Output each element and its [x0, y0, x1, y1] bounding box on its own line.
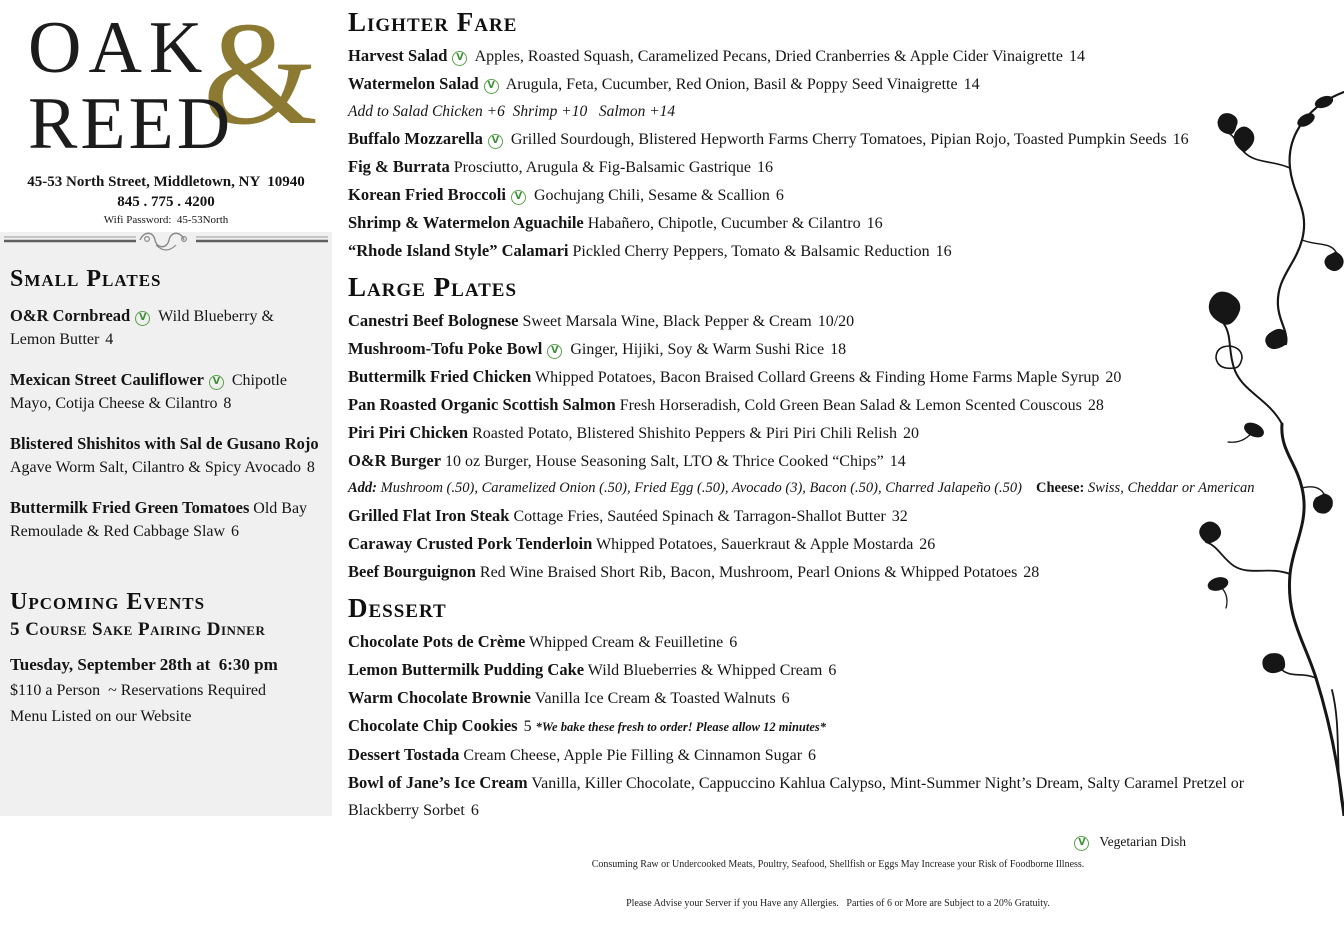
- dish-price: 18: [830, 341, 847, 358]
- dish-name: Mushroom-Tofu Poke Bowl: [348, 339, 543, 358]
- dish-price: 6: [729, 634, 738, 651]
- dish-name: Korean Fried Broccoli: [348, 185, 506, 204]
- menu-addons: [348, 475, 1333, 502]
- disclaimer: [528, 832, 1148, 936]
- dish-price: 20: [1105, 369, 1122, 386]
- main-menu: [332, 0, 1344, 909]
- menu-item: [348, 447, 1308, 475]
- dish-name: Grilled Flat Iron Steak: [348, 506, 510, 525]
- dish-name: Canestri Beef Bolognese: [348, 311, 519, 330]
- vegetarian-icon: V: [511, 190, 526, 205]
- dish-description: Agave Worm Salt, Cilantro & Spicy Avocado: [10, 459, 301, 476]
- footer: [348, 832, 1344, 936]
- vegetarian-icon: V: [484, 79, 499, 94]
- addons-text: Mushroom (.50), Caramelized Onion (.50), Fried Egg (.50), Avocado (3), Bacon (.50), Charred Jalapeño (.50): [380, 480, 1023, 496]
- dish-price: 8: [306, 459, 315, 476]
- logo-word-reed: REED: [28, 83, 234, 165]
- dish-name: O&R Cornbread: [10, 306, 131, 325]
- dish-price: 16: [1172, 131, 1189, 148]
- dish-price: 32: [891, 508, 908, 525]
- dish-description: Apples, Roasted Squash, Caramelized Pecans, Dried Cranberries & Apple Cider Vinaigrette: [474, 48, 1063, 65]
- dish-note: *We bake these fresh to order! Please allow 12 minutes*: [535, 720, 826, 734]
- address-line: 45-53 North Street, Middletown, NY 10940: [27, 174, 305, 190]
- dish-name: Caraway Crusted Pork Tenderloin: [348, 534, 593, 553]
- dish-name: Buffalo Mozzarella: [348, 129, 483, 148]
- dish-name: “Rhode Island Style” Calamari: [348, 241, 569, 260]
- restaurant-logo: [16, 0, 318, 170]
- menu-item: [348, 391, 1308, 419]
- dish-description: Arugula, Feta, Cucumber, Red Onion, Basil & Poppy Seed Vinaigrette: [505, 76, 958, 93]
- event-website-note: Menu Listed on our Website: [10, 708, 192, 725]
- menu-item: [348, 307, 1308, 335]
- menu-item: [348, 502, 1308, 530]
- dish-price: 8: [223, 395, 232, 412]
- menu-item: [348, 741, 1308, 769]
- dish-description: Ginger, Hijiki, Soy & Warm Sushi Rice: [570, 341, 825, 358]
- menu-item: [348, 181, 1308, 209]
- menu-item: [348, 684, 1308, 712]
- dish-price: 14: [963, 76, 980, 93]
- dish-price: 26: [919, 536, 936, 553]
- dish-price: 4: [105, 331, 114, 348]
- dish-description: Prosciutto, Arugula & Fig-Balsamic Gastrique: [453, 159, 752, 176]
- menu-item: [348, 419, 1308, 447]
- dish-name: Bowl of Jane’s Ice Cream: [348, 773, 528, 792]
- menu-item: [348, 42, 1308, 70]
- logo-word-oak: OAK: [28, 7, 210, 89]
- menu-note: Add to Salad Chicken +6 Shrimp +10 Salmon +14: [348, 103, 676, 120]
- dish-price: 6: [230, 523, 239, 540]
- phone-line: 845 . 775 . 4200: [117, 194, 215, 210]
- dish-description: Old Bay Remoulade & Red Cabbage Slaw: [10, 500, 308, 540]
- menu-item: [348, 363, 1308, 391]
- dish-price: 6: [808, 747, 817, 764]
- dish-name: Blistered Shishitos with Sal de Gusano Rojo: [10, 434, 319, 453]
- dish-description: Pickled Cherry Peppers, Tomato & Balsamic Reduction: [572, 243, 930, 260]
- vegetarian-icon: V: [1074, 836, 1089, 851]
- dish-name: Mexican Street Cauliflower: [10, 370, 204, 389]
- dish-price: 6: [470, 802, 479, 819]
- small-plates-title: Small Plates: [10, 266, 162, 292]
- vegetarian-icon: V: [452, 51, 467, 66]
- menu-item: [10, 304, 322, 351]
- dish-description: Chipotle Mayo, Cotija Cheese & Cilantro: [10, 372, 287, 412]
- events-title: Upcoming Events: [10, 589, 206, 615]
- section-title: Dessert: [348, 593, 447, 623]
- vegetarian-legend: [1069, 834, 1186, 851]
- dish-name: Beef Bourguignon: [348, 562, 476, 581]
- dish-name: Buttermilk Fried Green Tomatoes: [10, 498, 250, 517]
- menu-item: [10, 368, 322, 415]
- dish-price: 10/20: [817, 313, 855, 330]
- dish-description: Vanilla Ice Cream & Toasted Walnuts: [534, 690, 776, 707]
- dish-description: Vanilla, Killer Chocolate, Cappuccino Kahlua Calypso, Mint-Summer Night’s Dream, Salty Caramel Pretzel or Blackberry Sorbet: [348, 775, 1245, 819]
- menu-item: [348, 153, 1308, 181]
- event-details: $110 a Person ~ Reservations Required: [10, 682, 267, 699]
- vegetarian-icon: V: [135, 311, 150, 326]
- menu-item: [348, 125, 1308, 153]
- menu-section: [348, 271, 1344, 586]
- events-section: [10, 587, 322, 730]
- dish-price: 6: [828, 662, 837, 679]
- dish-price: 14: [889, 453, 906, 470]
- cheese-label: Cheese:: [1036, 480, 1085, 496]
- dish-description: Whipped Potatoes, Sauerkraut & Apple Mostarda: [596, 536, 914, 553]
- menu-section: [348, 592, 1344, 824]
- dish-price: 16: [757, 159, 774, 176]
- cheese-text: Swiss, Cheddar or American: [1087, 480, 1255, 496]
- dish-name: Dessert Tostada: [348, 745, 460, 764]
- dish-description: Sweet Marsala Wine, Black Pepper & Cream: [522, 313, 812, 330]
- dish-description: Red Wine Braised Short Rib, Bacon, Mushroom, Pearl Onions & Whipped Potatoes: [479, 564, 1018, 581]
- dish-price: 6: [781, 690, 790, 707]
- vegetarian-legend-label: Vegetarian Dish: [1099, 834, 1186, 849]
- event-datetime: Tuesday, September 28th at 6:30 pm: [10, 655, 278, 674]
- event-name: 5 Course Sake Pairing Dinner: [10, 619, 266, 640]
- sidebar-gray-panel: [0, 232, 332, 816]
- dish-name: Chocolate Chip Cookies: [348, 716, 518, 735]
- menu-item: [348, 712, 1308, 741]
- dish-price: 14: [1068, 48, 1085, 65]
- menu-section: [348, 6, 1344, 265]
- dish-description: Roasted Potato, Blistered Shishito Peppers & Piri Piri Chili Relish: [472, 425, 897, 442]
- menu-item: [348, 530, 1308, 558]
- dish-name: Shrimp & Watermelon Aguachile: [348, 213, 584, 232]
- menu-item: [10, 432, 322, 479]
- menu-item: [348, 335, 1308, 363]
- divider-ornament-icon: [0, 232, 332, 258]
- dish-name: Harvest Salad: [348, 46, 448, 65]
- section-title: Lighter Fare: [348, 7, 518, 37]
- disclaimer-line-1: Consuming Raw or Undercooked Meats, Poultry, Seafood, Shellfish or Eggs May Increase your Risk of Foodborne Illness.: [591, 859, 1085, 870]
- small-plates-list: [10, 304, 322, 543]
- section-title: Large Plates: [348, 272, 518, 302]
- menu-sections: [348, 6, 1344, 824]
- menu-item: [348, 237, 1308, 265]
- addons-label: Add:: [348, 480, 377, 496]
- dish-name: Chocolate Pots de Crème: [348, 632, 526, 651]
- dish-description: Cottage Fries, Sautéed Spinach & Tarragon-Shallot Butter: [513, 508, 886, 525]
- disclaimer-line-2: Please Advise your Server if you Have any Allergies. Parties of 6 or More are Subject to a 20% Gratuity.: [626, 898, 1050, 909]
- menu-item: [348, 558, 1308, 586]
- sidebar-content: [0, 258, 332, 730]
- wifi-password-line: Wifi Password: 45-53North: [103, 214, 229, 226]
- menu-item: [348, 628, 1308, 656]
- dish-name: Pan Roasted Organic Scottish Salmon: [348, 395, 616, 414]
- dish-name: Lemon Buttermilk Pudding Cake: [348, 660, 585, 679]
- dish-price: 28: [1087, 397, 1104, 414]
- sidebar: [0, 0, 332, 816]
- menu-item: [10, 496, 322, 543]
- dish-description: Wild Blueberries & Whipped Cream: [587, 662, 823, 679]
- dish-name: Watermelon Salad: [348, 74, 479, 93]
- dish-price: 28: [1023, 564, 1040, 581]
- vegetarian-icon: V: [488, 134, 503, 149]
- dish-name: Fig & Burrata: [348, 157, 450, 176]
- dish-description: Whipped Potatoes, Bacon Braised Collard Greens & Finding Home Farms Maple Syrup: [535, 369, 1100, 386]
- dish-description: Whipped Cream & Feuilletine: [529, 634, 724, 651]
- dish-name: Warm Chocolate Brownie: [348, 688, 532, 707]
- dish-price: 20: [902, 425, 919, 442]
- dish-description: Cream Cheese, Apple Pie Filling & Cinnamon Sugar: [463, 747, 803, 764]
- dish-name: Piri Piri Chicken: [348, 423, 469, 442]
- dish-description: Gochujang Chili, Sesame & Scallion: [533, 187, 770, 204]
- logo-ampersand: &: [202, 0, 318, 156]
- dish-description: Habañero, Chipotle, Cucumber & Cilantro: [587, 215, 861, 232]
- dish-description: 10 oz Burger, House Seasoning Salt, LTO & Thrice Cooked “Chips”: [445, 453, 884, 470]
- menu-item: [348, 70, 1308, 98]
- dish-description: Fresh Horseradish, Cold Green Bean Salad & Lemon Scented Couscous: [619, 397, 1082, 414]
- dish-price: 16: [866, 215, 883, 232]
- menu-item: [348, 656, 1308, 684]
- dish-price: 6: [775, 187, 784, 204]
- dish-name: O&R Burger: [348, 451, 442, 470]
- dish-description: Wild Blueberry & Lemon Butter: [10, 308, 274, 348]
- vegetarian-icon: V: [209, 375, 224, 390]
- menu-item: [348, 209, 1308, 237]
- vegetarian-icon: V: [547, 344, 562, 359]
- dish-price: 5: [523, 718, 532, 735]
- dish-price: 16: [935, 243, 952, 260]
- dish-name: Buttermilk Fried Chicken: [348, 367, 532, 386]
- dish-description: Grilled Sourdough, Blistered Hepworth Farms Cherry Tomatoes, Pipian Rojo, Toasted Pumpkin Seeds: [510, 131, 1167, 148]
